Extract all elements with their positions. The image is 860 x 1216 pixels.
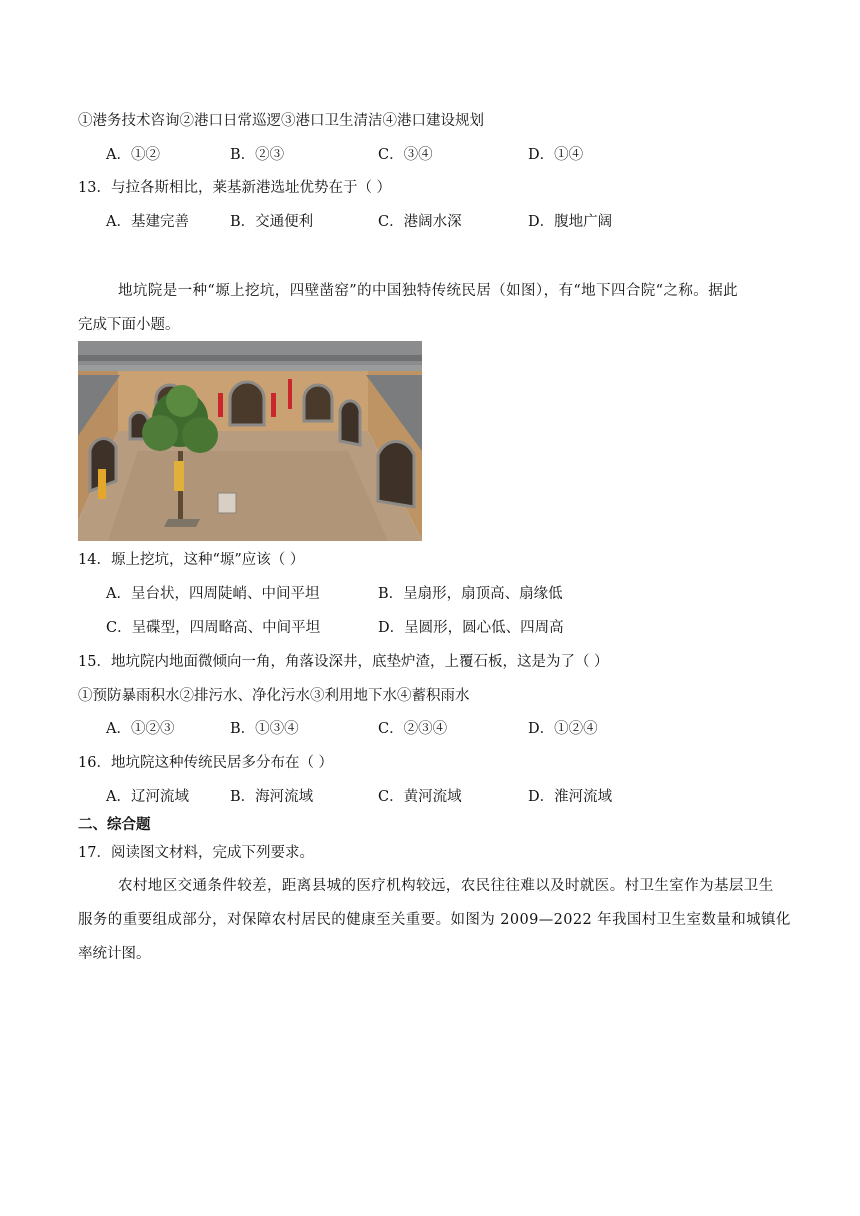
material-line-1: 地坑院是一种“塬上挖坑，四壁凿窑”的中国独特传统民居（如图），有“地下四合院“之称。据此 — [118, 283, 738, 299]
q14-option-a[interactable]: A．呈台状，四周陡峭、中间平坦 — [106, 586, 320, 602]
q17-para-line-1: 农村地区交通条件较差，距离县城的医疗机构较远，农民往往难以及时就医。村卫生室作为基层卫生 — [118, 878, 774, 894]
material-line-2: 完成下面小题。 — [78, 317, 180, 333]
q15-stem: 15．地坑院内地面微倾向一角，角落设深井，底垫炉渣，上覆石板，这是为了（ ） — [78, 654, 609, 670]
q13-stem: 13．与拉各斯相比，莱基新港选址优势在于（ ） — [78, 180, 392, 196]
q16-option-a[interactable]: A．辽河流域 — [106, 789, 189, 805]
q15-option-c[interactable]: C．②③④ — [378, 721, 448, 737]
q14-option-c[interactable]: C．呈碟型，四周略高、中间平坦 — [106, 620, 321, 636]
q15-option-d[interactable]: D．①②④ — [528, 721, 598, 737]
section-title: 二、综合题 — [78, 817, 151, 833]
q12-option-a[interactable]: A．①② — [106, 147, 160, 163]
q16-stem: 16．地坑院这种传统民居多分布在（ ） — [78, 755, 334, 771]
q17-para-line-3: 率统计图。 — [78, 946, 151, 962]
q17-para-line-2: 服务的重要组成部分，对保障农村居民的健康至关重要。如图为 2009—2022 年我国村卫生室数量和城镇化 — [78, 912, 791, 928]
q15-option-b[interactable]: B．①③④ — [230, 721, 299, 737]
q13-option-d[interactable]: D．腹地广阔 — [528, 214, 613, 230]
q15-option-a[interactable]: A．①②③ — [106, 721, 175, 737]
q16-option-c[interactable]: C．黄河流域 — [378, 789, 462, 805]
q17-stem: 17．阅读图文材料，完成下列要求。 — [78, 845, 314, 861]
dikengyuan-photo — [78, 341, 422, 541]
q12-option-c[interactable]: C．③④ — [378, 147, 433, 163]
q15-statements: ①预防暴雨积水②排污水、净化污水③利用地下水④蓄积雨水 — [78, 688, 470, 704]
q13-option-c[interactable]: C．港阔水深 — [378, 214, 462, 230]
q13-option-b[interactable]: B．交通便利 — [230, 214, 314, 230]
q16-option-d[interactable]: D．淮河流域 — [528, 789, 613, 805]
q12-statements: ①港务技术咨询②港口日常巡逻③港口卫生清洁④港口建设规划 — [78, 113, 484, 129]
q12-option-b[interactable]: B．②③ — [230, 147, 285, 163]
q14-option-d[interactable]: D．呈圆形，圆心低、四周高 — [378, 620, 564, 636]
q14-option-b[interactable]: B．呈扇形，扇顶高、扇缘低 — [378, 586, 563, 602]
q14-stem: 14．塬上挖坑，这种“塬”应该（ ） — [78, 552, 305, 568]
q16-option-b[interactable]: B．海河流域 — [230, 789, 314, 805]
q13-option-a[interactable]: A．基建完善 — [106, 214, 189, 230]
q12-option-d[interactable]: D．①④ — [528, 147, 584, 163]
